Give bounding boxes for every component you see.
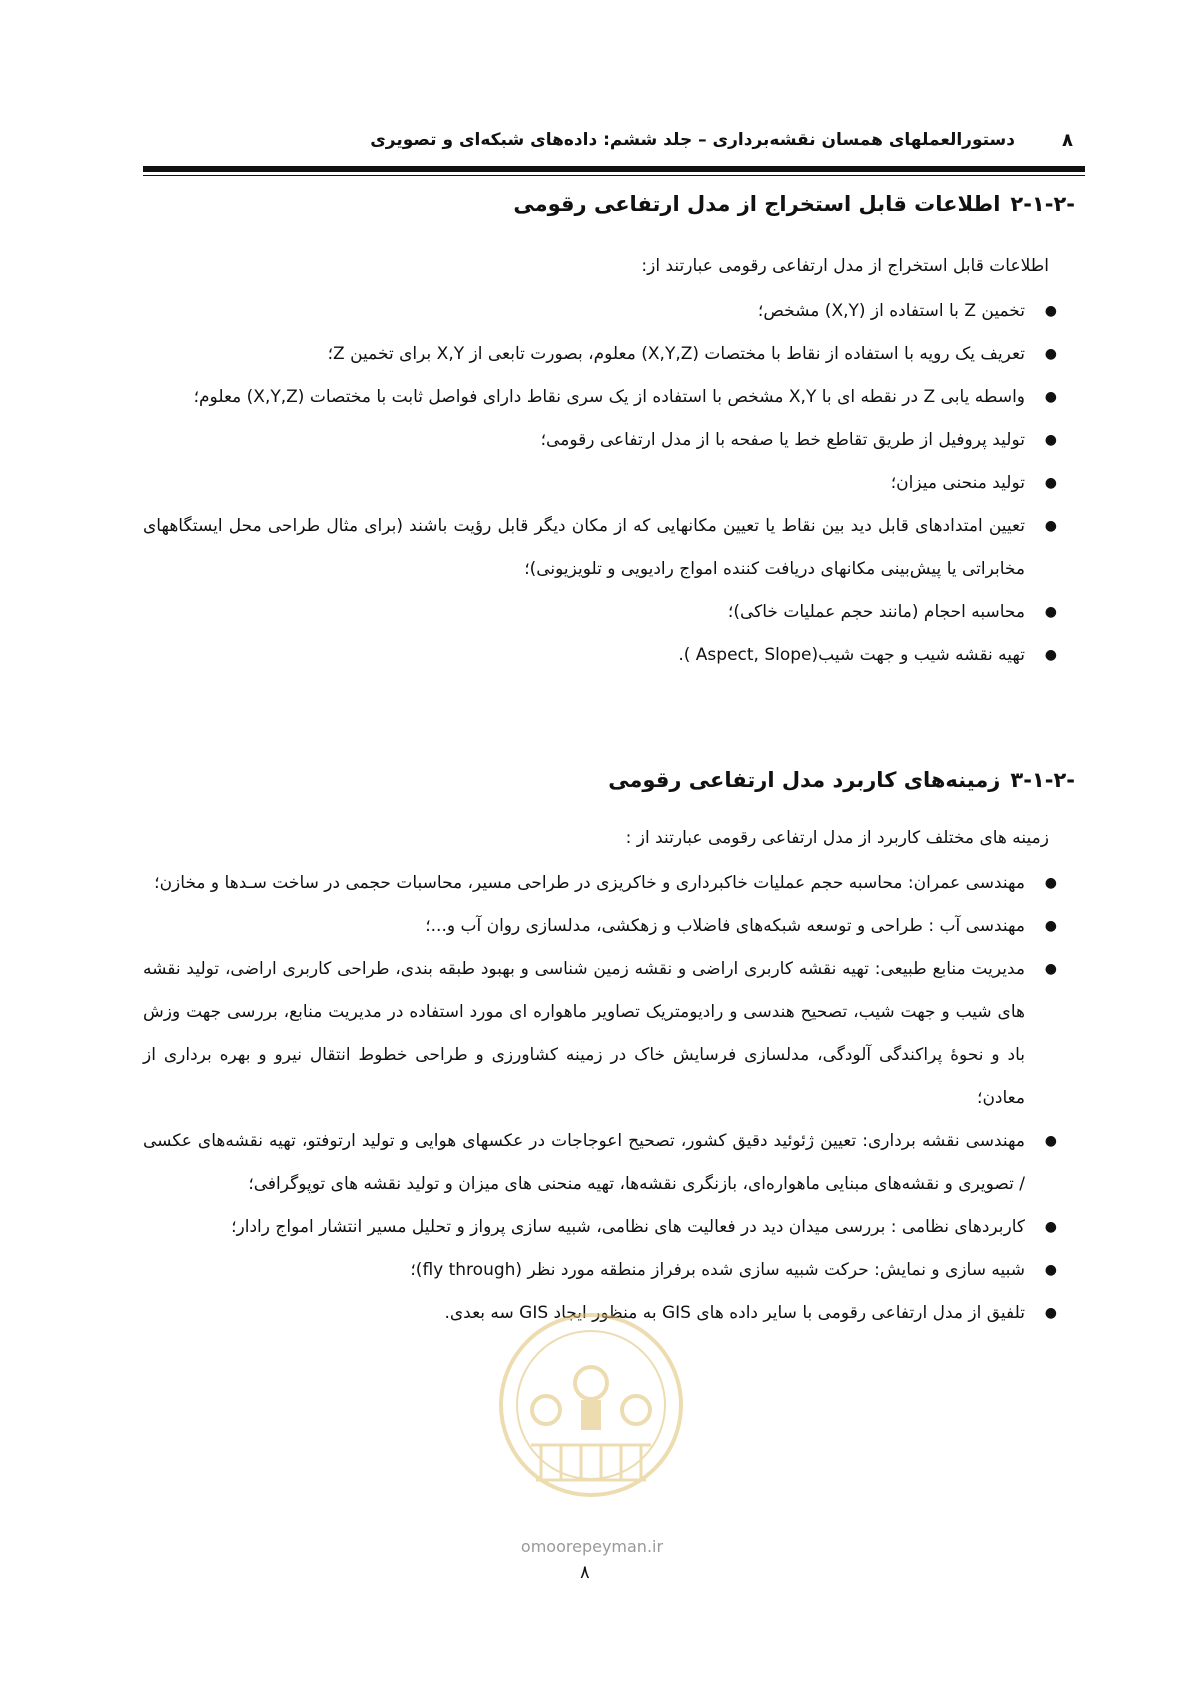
bullet-list [143,290,1085,677]
bullet-icon: ● [1044,604,1057,620]
list-item: ● تولید پروفیل از طریق تقاطع خط یا صفحه با از مدل ارتفاعی رقومی؛ [143,419,1085,462]
list-item: ● مهندسی عمران: محاسبه حجم عملیات خاکبرداری و خاکریزی در طراحی مسیر، محاسبات حجمی در ساخت سـدها و مخازن؛ [143,862,1085,905]
header-title: دستورالعملهای همسان نقشه‌برداری – جلد ششم: داده‌های شبکه‌ای و تصویری [370,130,1015,150]
bullet-icon: ● [1044,961,1057,977]
section-title: اطلاعات قابل استخراج از مدل ارتفاعی رقومی [513,192,1001,216]
list-item: ● مهندسی آب : طراحی و توسعه شبکه‌های فاضلاب و زهکشی، مدلسازی روان آب و...؛ [143,905,1085,948]
section-heading [608,768,1085,792]
list-item: ● تعریف یک رویه با استفاده از نقاط با مختصات (X,Y,Z) معلوم، بصورت تابعی از X,Y برای تخمین Z؛ [143,333,1085,376]
list-item: ● تولید منحنی میزان؛ [143,462,1085,505]
footer-page-number: ۸ [580,1562,590,1583]
gear-scales-seal-icon [486,1305,696,1505]
bullet-icon: ● [1044,346,1057,362]
list-item: ● واسطه یابی Z در نقطه ای با X,Y مشخص با استفاده از یک سری نقاط دارای فواصل ثابت با مختصات (X,Y,Z) معلوم؛ [143,376,1085,419]
list-item: ● تخمین Z با استفاده از (X,Y) مشخص؛ [143,290,1085,333]
bullet-icon: ● [1044,1133,1057,1149]
section-number: -۳-۱-۲ [1010,768,1075,792]
header-page-number: ۸ [1062,130,1073,151]
bullet-icon: ● [1044,918,1057,934]
list-item: ● تلفیق از مدل ارتفاعی رقومی با سایر داده های GIS به منظور ایجاد GIS سه بعدی. [143,1292,1085,1335]
header-rule-thin [143,175,1085,176]
bullet-icon: ● [1044,518,1057,534]
list-item: ● تهیه نقشه شیب و جهت شیب(Aspect, Slope ). [143,634,1085,677]
section-intro: زمینه های مختلف کاربرد از مدل ارتفاعی رقومی عبارتند از : [625,828,1049,848]
list-item: ● کاربردهای نظامی : بررسی میدان دید در فعالیت های نظامی، شبیه سازی پرواز و تحلیل مسیر انتشار امواج رادار؛ [143,1206,1085,1249]
bullet-icon: ● [1044,475,1057,491]
bullet-icon: ● [1044,389,1057,405]
bullet-icon: ● [1044,1262,1057,1278]
section-number: -۲-۱-۲ [1010,192,1075,216]
page-header [143,118,1085,168]
list-item: ● محاسبه احجام (مانند حجم عملیات خاکی)؛ [143,591,1085,634]
bullet-icon: ● [1044,303,1057,319]
bullet-icon: ● [1044,1305,1057,1321]
bullet-icon: ● [1044,647,1057,663]
bullet-list [143,862,1085,1335]
bullet-icon: ● [1044,1219,1057,1235]
watermark-url: omoorepeyman.ir [520,1537,664,1556]
header-rule [143,166,1085,172]
section-intro: اطلاعات قابل استخراج از مدل ارتفاعی رقومی عبارتند از: [641,256,1049,276]
list-item: ● مهندسی نقشه برداری: تعیین ژئوئید دقیق کشور، تصحیح اعوجاجات در عکسهای هوایی و تولید ارتوفتو، تهیه نقشه‌های عکسی / تصویری و نقشه‌های مبنایی ماهواره‌ای، بازنگری نقشه‌ها، تهیه منحنی های میزان و تولید نقشه های توپوگرافی؛ [143,1120,1085,1206]
section-heading [513,192,1085,216]
list-item: ● شبیه سازی و نمایش: حرکت شبیه سازی شده برفراز منطقه مورد نظر (fly through)؛ [143,1249,1085,1292]
bullet-icon: ● [1044,432,1057,448]
section-title: زمینه‌های کاربرد مدل ارتفاعی رقومی [608,768,1001,792]
list-item: ● تعیین امتدادهای قابل دید بین نقاط یا تعیین مکانهایی که از مکان دیگر قابل رؤیت باشند (برای مثال طراحی محل ایستگاههای مخابراتی یا پیش‌بینی مکانهای دریافت کننده امواج رادیویی و تلویزیونی)؛ [143,505,1085,591]
bullet-icon: ● [1044,875,1057,891]
list-item: ● مدیریت منابع طبیعی: تهیه نقشه کاربری اراضی و نقشه زمین شناسی و بهبود طبقه بندی، طراحی کاربری اراضی، تولید نقشه های شیب و جهت شیب، تصحیح هندسی و رادیومتریک تصاویر ماهواره ای مورد استفاده در مدیریت منابع، بررسی جهت وزش باد و نحوۀ پراکندگی آلودگی، مدلسازی فرسایش خاک در زمینه کشاورزی و طراحی خطوط انتقال نیرو و بهره برداری از معادن؛ [143,948,1085,1120]
